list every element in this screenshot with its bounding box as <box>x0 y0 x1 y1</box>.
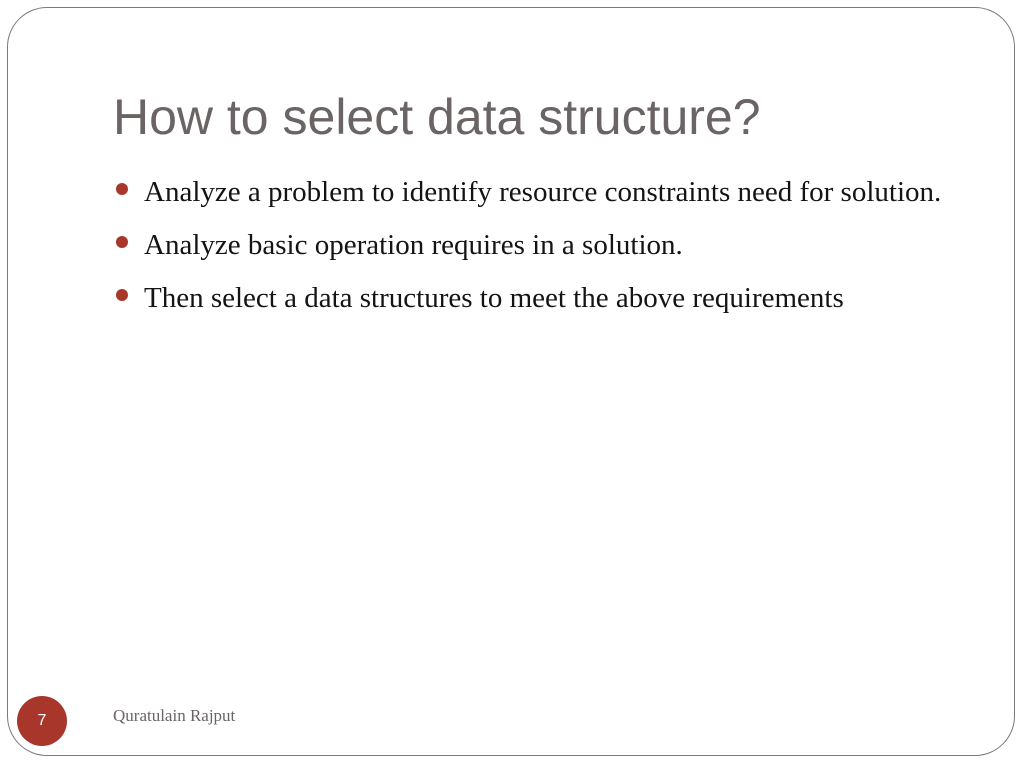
bullet-item <box>113 223 973 267</box>
bullet-text: Then select a data structures to meet the above requirements <box>144 282 844 314</box>
bullet-icon <box>116 183 128 195</box>
bullet-icon <box>116 289 128 301</box>
footer-author: Quratulain Rajput <box>113 706 236 725</box>
page-number-badge: 7 <box>17 696 67 746</box>
slide-title: How to select data structure? <box>113 89 761 145</box>
bullet-item <box>113 276 973 320</box>
bullet-icon <box>116 236 128 248</box>
bullet-item <box>113 170 973 214</box>
bullet-text: Analyze basic operation requires in a solution. <box>144 229 683 261</box>
bullet-list <box>113 170 973 329</box>
bullet-text: Analyze a problem to identify resource constraints need for solution. <box>144 176 942 208</box>
